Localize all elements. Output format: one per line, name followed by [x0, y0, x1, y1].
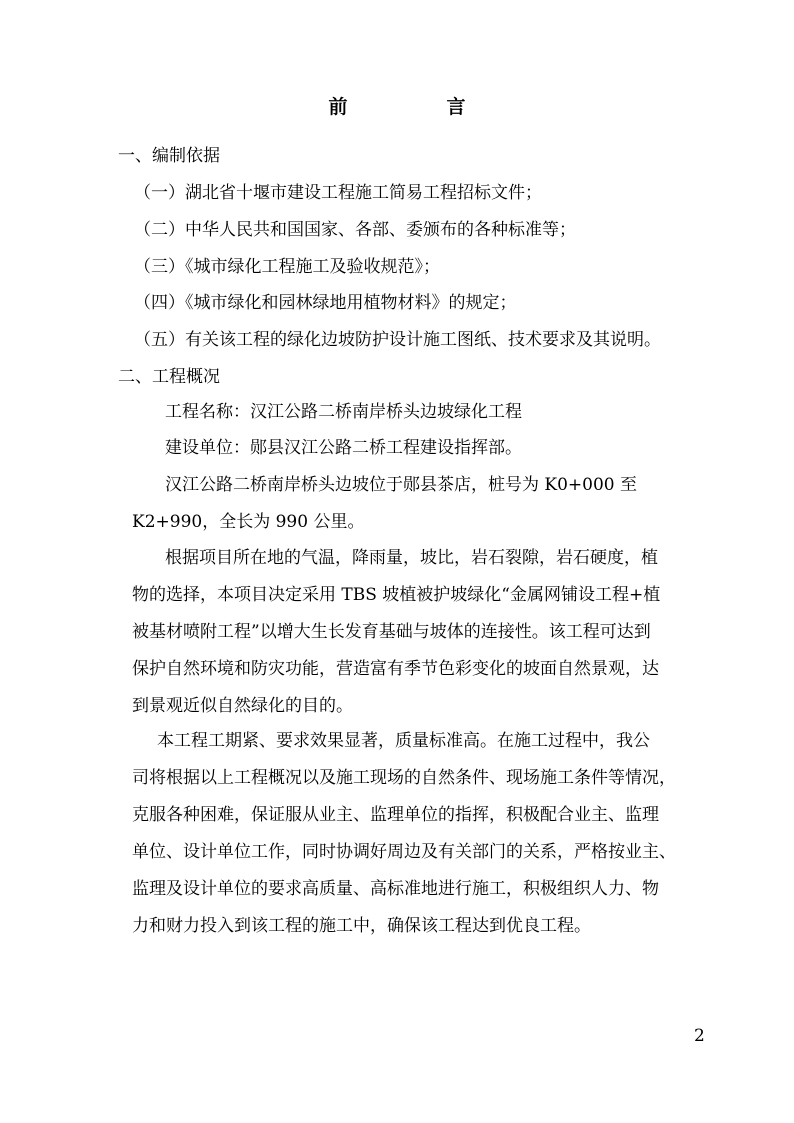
paragraph-line: 根据项目所在地的气温，降雨量，坡比，岩石裂隙，岩石硬度，植 [165, 548, 658, 568]
paragraph-commitment [132, 723, 712, 945]
paragraph-line: 司将根据以上工程概况以及施工现场的自然条件、现场施工条件等情况， [132, 768, 676, 788]
paragraph-line: 物的选择，本项目决定采用 TBS 坡植被护坡绿化“金属网铺设工程+植 [132, 585, 661, 605]
paragraph-line: 汉江公路二桥南岸桥头边坡位于郧县茶店，桩号为 K0+000 至 [165, 475, 638, 495]
project-name: 工程名称：汉江公路二桥南岸桥头边坡绿化工程 [165, 402, 522, 422]
basis-item-2: （二）中华人民共和国国家、各部、委颁布的各种标准等； [134, 220, 576, 240]
paragraph-line: 本工程工期紧、要求效果显著，质量标准高。在施工过程中，我公 [157, 731, 650, 751]
paragraph-line: 克服各种困难，保证服从业主、监理单位的指挥，积极配合业主、监理 [132, 805, 659, 825]
paragraph-line: 保护自然环境和防灾功能，营造富有季节色彩变化的坡面自然景观，达 [132, 659, 659, 679]
page-number: 2 [694, 1026, 705, 1046]
page-title: 前 言 [328, 96, 506, 118]
paragraph-line: 到景观近似自然绿化的目的。 [132, 696, 353, 716]
paragraph-line: 监理及设计单位的要求高质量、高标准地进行施工，积极组织人力、物 [132, 879, 659, 899]
paragraph-line: 单位、设计单位工作，同时协调好周边及有关部门的关系，严格按业主、 [132, 842, 676, 862]
paragraph-line: K2+990，全长为 990 公里。 [132, 512, 365, 532]
basis-item-4: （四）《城市绿化和园林绿地用植物材料》的规定； [134, 293, 517, 313]
basis-item-5: （五）有关该工程的绿化边坡防护设计施工图纸、技术要求及其说明。 [134, 330, 661, 350]
section-heading-overview: 二、工程概况 [118, 367, 220, 387]
basis-item-3: （三）《城市绿化工程施工及验收规范》； [134, 257, 440, 277]
paragraph-line: 被基材喷附工程”以增大生长发育基础与坡体的连接性。该工程可达到 [132, 622, 651, 642]
paragraph-method [132, 540, 712, 725]
paragraph-line: 力和财力投入到该工程的施工中，确保该工程达到优良工程。 [132, 916, 591, 936]
section-heading-basis: 一、编制依据 [118, 146, 220, 166]
basis-item-1: （一）湖北省十堰市建设工程施工简易工程招标文件； [134, 183, 542, 203]
paragraph-location [132, 467, 712, 541]
construction-unit: 建设单位：郧县汉江公路二桥工程建设指挥部。 [165, 438, 522, 458]
